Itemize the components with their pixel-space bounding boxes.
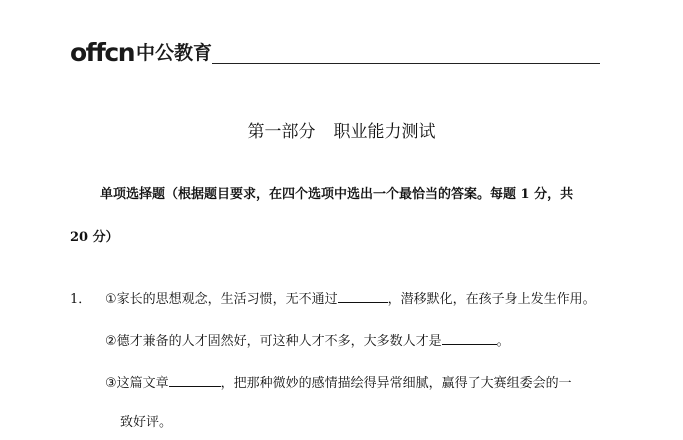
- question-item-1: [105, 288, 596, 307]
- offcn-logo: [70, 36, 212, 66]
- section-part: 第一部分: [247, 122, 316, 142]
- question-item-2: [105, 330, 510, 349]
- question-number: 1．: [70, 292, 92, 307]
- logo-text-en: offcn: [70, 38, 135, 67]
- answer-blank: [169, 374, 221, 387]
- item-3-after: ，把那种微妙的感情描绘得异常细腻，赢得了大赛组委会的一: [220, 376, 572, 391]
- section-name: 职业能力测试: [333, 122, 436, 142]
- instructions-line-2: 20 分）: [70, 230, 119, 245]
- question-item-3: [105, 372, 572, 391]
- item-2-before: ②德才兼备的人才固然好，可这种人才不多，大多数人才是: [105, 334, 442, 349]
- answer-blank: [442, 332, 497, 345]
- answer-blank: [338, 290, 388, 303]
- section-title: [0, 117, 683, 142]
- document-header: [70, 36, 600, 66]
- item-3-before: ③这篇文章: [105, 376, 169, 391]
- item-1-after: ，潜移默化，在孩子身上发生作用。: [387, 292, 596, 307]
- question-item-3-continuation: 致好评。: [120, 415, 173, 430]
- header-rule: [212, 63, 600, 64]
- instructions-line-1: 单项选择题（根据题目要求，在四个选项中选出一个最恰当的答案。每题 1 分，共: [100, 187, 574, 202]
- logo-text-cn: 中公教育: [136, 42, 213, 64]
- item-1-before: ①家长的思想观念，生活习惯，无不通过: [105, 292, 338, 307]
- item-2-after: 。: [496, 334, 510, 349]
